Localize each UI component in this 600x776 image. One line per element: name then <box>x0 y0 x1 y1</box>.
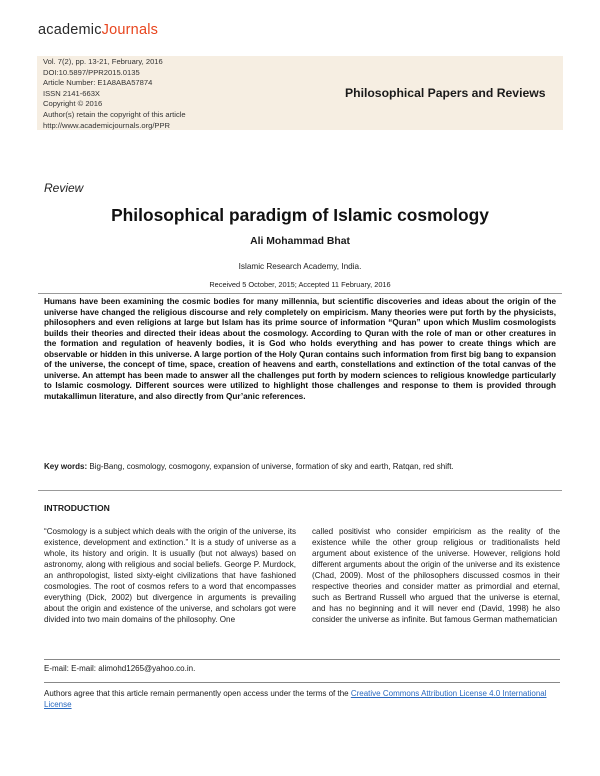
abstract-bottom-rule <box>38 490 562 491</box>
journal-name: Philosophical Papers and Reviews <box>345 86 546 100</box>
corresponding-email: E-mail: E-mail: alimohd1265@yahoo.co.in. <box>44 664 196 673</box>
section-heading-introduction: INTRODUCTION <box>44 503 110 513</box>
meta-article-number: Article Number: E1A8ABA57874 <box>43 78 153 88</box>
license-rule <box>44 682 560 683</box>
received-accepted-dates: Received 5 October, 2015; Accepted 11 February, 2016 <box>209 280 391 289</box>
body-column-right: called positivist who consider empiricism as the reality of the existence while the other group religious or traditionalists held argument about existence of the universe. However, religions hold different arguments about the origin of the universe and its existence (Chad, 2009). Most of the philosophers discussed cosmos in their respective theories and consider matter as primordial and eternal, such as Bertrand Russell who argued that the universe is eternal, and has no beginning and it will never end (David, 1998) he also consider the universe as infinite. But famous German mathematician <box>312 527 560 624</box>
meta-url[interactable]: http://www.academicjournals.org/PPR <box>43 120 171 130</box>
logo-journals: Journals <box>101 22 159 38</box>
meta-copyright: Copyright © 2016 <box>43 99 103 109</box>
author-name: Ali Mohammad Bhat <box>250 236 350 247</box>
keywords <box>44 461 556 472</box>
abstract-top-rule <box>38 293 562 294</box>
author-affiliation: Islamic Research Academy, India. <box>238 262 362 271</box>
article-type: Review <box>44 181 84 195</box>
license-text: Authors agree that this article remain permanently open access under the terms of the <box>44 689 351 698</box>
license-note <box>44 688 560 710</box>
meta-rights: Author(s) retain the copyright of this article <box>43 109 186 119</box>
abstract: Humans have been examining the cosmic bodies for many millennia, but scientific discoveries and ideas about the origin of the universe have changed the religious discourse and rely completely on empiricism. Many theories were put forth by the physicists, philosophers and even religions at large but Islam has its prime source of information “Quran” upon which Muslim cosmologists builds their theories and directed their ideas about the cosmology. According to Quran with the role of man or other creatures in the formation and regulation of heavenly bodies, it is God who holds everything and has power to create things which are observable or hidden in this universe. A large portion of the Holy Quran contains such information from first big bang to expansion of the universe, the concept of time, space, creation of heavens and earth, constellations and extinction of the total canvas of the universe. An attempt has been made to answer all the challenges put forth by modern sciences to religious knowledge particularly to Islamic cosmology. Different sources were utilized to highlight those challenges and response to them is provided through mutakallimun literature, and also directly from Qur’anic references. <box>44 297 556 401</box>
meta-issn: ISSN 2141-663X <box>43 88 100 98</box>
keywords-label: Key words: <box>44 462 88 471</box>
meta-volume: Vol. 7(2), pp. 13-21, February, 2016 <box>43 57 163 66</box>
publisher-logo <box>38 22 158 38</box>
keywords-list: Big-Bang, cosmology, cosmogony, expansion of universe, formation of sky and earth, Ratqan, red shift. <box>87 462 454 471</box>
footer-rule <box>44 659 560 660</box>
license-link[interactable]: Creative Commons Attribution License 4.0 International License <box>44 689 547 709</box>
article-title: Philosophical paradigm of Islamic cosmology <box>111 205 489 225</box>
article-meta <box>43 57 186 131</box>
body-column-left: “Cosmology is a subject which deals with the origin of the universe, its existence, development and extinction.” It is a study of universe as a whole, its history and origin. It is usually (but not always) based on astronomy, along with religious and social beliefs. George P. Murdock, an anthropologist, listed sixty-eight civilizations that have fashioned cosmologies. The root of cosmos refers to a word that encompasses everything (Dick, 2002) but divergence in arguments is prevailing about the origin and existence of the universe, and scholars got were divided into two main domains of the philosophy. One <box>44 527 296 624</box>
logo-academic: academic <box>38 22 102 38</box>
meta-doi: DOI:10.5897/PPR2015.0135 <box>43 67 140 77</box>
